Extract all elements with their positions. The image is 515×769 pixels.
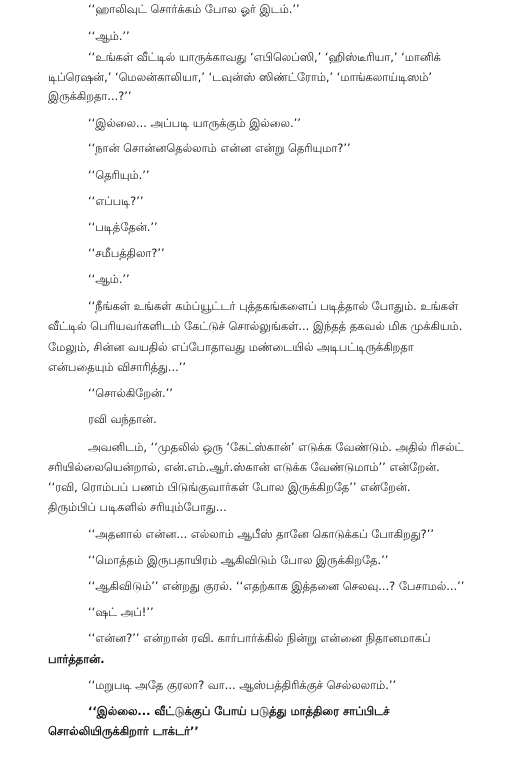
text-line: அவனிடம், ‘‘முதலில் ஒரு ‘கேட்ஸ்கான்’ எடுக்க வேண்டும். அதில் ரிசல்ட் bbox=[88, 440, 464, 454]
text-line: ‘‘தெரியும்.’’ bbox=[88, 168, 150, 182]
text-line: ‘‘உங்கள் வீட்டில் யாருக்காவது ‘எபிலெப்ஸி,’ ‘ஹிஸ்டீரியா,’ ‘மானிக் bbox=[88, 50, 441, 64]
text-line: ‘‘இல்லை... அப்படி யாருக்கும் இல்லை.’’ bbox=[88, 116, 301, 130]
text-line: ‘‘நீங்கள் உங்கள் கம்ப்யூட்டர் புத்தகங்களைப் படித்தால் போதும். உங்கள் bbox=[88, 299, 459, 313]
text-line: என்பதையும் விசாரித்து...’’ bbox=[48, 360, 186, 374]
text-line: திரும்பிப் படிகளில் சரியும்போது... bbox=[48, 500, 227, 514]
text-line: ‘‘ஆகிவிடும்’’ என்றது குரல். ‘‘எதற்காக இத்தனை செலவு...? பேசாமல்...’’ bbox=[88, 579, 465, 593]
text-line: ‘‘சமீபத்திலா?’’ bbox=[88, 246, 165, 260]
text-line: இருக்கிறதா...?’’ bbox=[48, 89, 132, 103]
text-line: ரவி வந்தான். bbox=[88, 412, 157, 426]
text-line: ‘‘எப்படி?’’ bbox=[88, 194, 144, 208]
text-line: ‘‘ஹாலிவுட் சொர்க்கம் போல ஓர் இடம்.’’ bbox=[88, 2, 300, 16]
text-line: ‘‘ஆம்.’’ bbox=[88, 272, 130, 286]
text-line: ‘‘இல்லை... வீட்டுக்குப் போய் படுத்து மாத்திரை சாப்பிடச் bbox=[88, 704, 390, 718]
text-line: ‘‘ஆம்.’’ bbox=[88, 29, 130, 43]
text-line: ‘‘மொத்தம் இருபதாயிரம் ஆகிவிடும் போல இருக்கிறதே.’’ bbox=[88, 553, 389, 567]
text-line: ‘‘அதனால் என்ன... எல்லாம் ஆபீஸ் தானே கொடுக்கப் போகிறது?’’ bbox=[88, 527, 434, 541]
text-line: சொல்லியிருக்கிறார் டாக்டர்’’ bbox=[48, 724, 199, 738]
text-line: பார்த்தான். bbox=[48, 652, 105, 666]
text-line: ‘‘ஷட் அப்!’’ bbox=[88, 605, 154, 619]
text-line: ‘‘ரவி, ரொம்பப் பணம் பிடுங்குவார்கள் போல இருக்கிறதே’’ என்றேன். bbox=[48, 480, 411, 494]
text-line: டிப்ரெஷன்,’ ‘மெலன்காலியா,’ ‘டவுன்ஸ் ஸிண்ட்ரோம்,’ ‘மாங்கலாய்டிஸம்’ bbox=[48, 70, 433, 84]
text-line: வீட்டில் பெரியவர்களிடம் கேட்டுச் சொல்லுங்கள்... இந்தத் தகவல் மிக முக்கியம். bbox=[48, 319, 463, 333]
text-line: சரியில்லையென்றால், என்.எம்.ஆர்.ஸ்கான் எடுக்க வேண்டுமாம்’’ என்றேன். bbox=[48, 460, 440, 474]
text-line: ‘‘நான் சொன்னதெல்லாம் என்ன என்று தெரியுமா?’’ bbox=[88, 141, 351, 155]
text-line: ‘‘படித்தேன்.’’ bbox=[88, 220, 158, 234]
text-line: ‘‘சொல்கிறேன்.’’ bbox=[88, 386, 173, 400]
text-line: மேலும், சின்ன வயதில் எப்போதாவது மண்டையில் அடிபட்டிருக்கிறதா bbox=[48, 340, 414, 354]
text-line: ‘‘மறுபடி அதே குரலா? வா... ஆஸ்பத்திரிக்குச் செல்லலாம்.’’ bbox=[88, 678, 397, 692]
text-line: ‘‘என்ன?’’ என்றான் ரவி. கார்பார்க்கில் நின்று என்னை நிதானமாகப் bbox=[88, 631, 431, 645]
